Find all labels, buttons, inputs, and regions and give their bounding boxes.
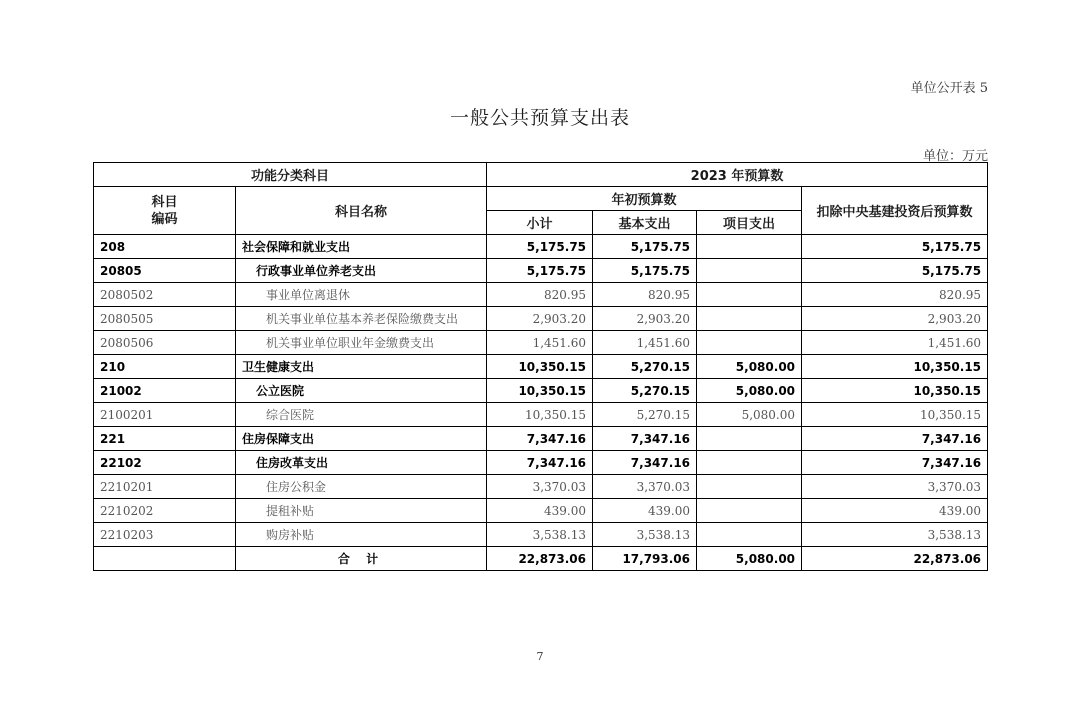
cell-subtotal: 3,538.13 [487,523,593,547]
cell-subtotal: 5,175.75 [487,235,593,259]
cell-subtotal: 5,175.75 [487,259,593,283]
cell-subtotal: 439.00 [487,499,593,523]
budget-table [93,162,988,571]
header-function-classification: 功能分类科目 [94,163,487,187]
cell-basic: 5,270.15 [593,403,697,427]
cell-project [697,475,802,499]
cell-name: 住房保障支出 [236,427,487,451]
table-row [94,331,988,355]
header-name: 科目名称 [236,187,487,235]
cell-name: 公立医院 [236,379,487,403]
cell-subtotal: 1,451.60 [487,331,593,355]
header-subtotal: 小计 [487,211,593,235]
cell-basic: 5,270.15 [593,379,697,403]
cell-name: 住房公积金 [236,475,487,499]
cell-code: 2080502 [94,283,236,307]
cell-after: 7,347.16 [802,427,988,451]
table-row [94,523,988,547]
cell-code: 2100201 [94,403,236,427]
cell-code: 210 [94,355,236,379]
cell-after: 1,451.60 [802,331,988,355]
cell-subtotal: 3,370.03 [487,475,593,499]
cell-project [697,307,802,331]
total-after: 22,873.06 [802,547,988,571]
cell-project: 5,080.00 [697,403,802,427]
cell-basic: 1,451.60 [593,331,697,355]
cell-code: 208 [94,235,236,259]
total-subtotal: 22,873.06 [487,547,593,571]
header-2023-budget: 2023 年预算数 [487,163,988,187]
cell-project [697,331,802,355]
cell-after: 10,350.15 [802,355,988,379]
cell-code: 2210201 [94,475,236,499]
cell-project [697,235,802,259]
cell-project [697,523,802,547]
cell-basic: 5,175.75 [593,259,697,283]
cell-project [697,427,802,451]
cell-name: 住房改革支出 [236,451,487,475]
page-number: 7 [536,650,544,663]
total-basic: 17,793.06 [593,547,697,571]
cell-basic: 3,538.13 [593,523,697,547]
cell-after: 439.00 [802,499,988,523]
cell-after: 3,370.03 [802,475,988,499]
table-row [94,283,988,307]
table-row [94,499,988,523]
cell-name: 社会保障和就业支出 [236,235,487,259]
cell-code: 221 [94,427,236,451]
cell-name: 事业单位离退休 [236,283,487,307]
cell-project: 5,080.00 [697,355,802,379]
cell-project [697,499,802,523]
cell-name: 机关事业单位职业年金缴费支出 [236,331,487,355]
cell-project: 5,080.00 [697,379,802,403]
cell-name: 卫生健康支出 [236,355,487,379]
header-code: 科目 编码 [94,187,236,235]
cell-project [697,259,802,283]
unit-label: 单位：万元 [922,149,988,164]
header-basic: 基本支出 [593,211,697,235]
page-title: 一般公共预算支出表 [449,107,630,129]
cell-basic: 7,347.16 [593,427,697,451]
cell-subtotal: 820.95 [487,283,593,307]
cell-code: 2210202 [94,499,236,523]
total-row [94,547,988,571]
table-row [94,259,988,283]
cell-basic: 2,903.20 [593,307,697,331]
cell-basic: 3,370.03 [593,475,697,499]
cell-project [697,451,802,475]
cell-name: 购房补贴 [236,523,487,547]
cell-basic: 820.95 [593,283,697,307]
table-row [94,427,988,451]
cell-after: 2,903.20 [802,307,988,331]
cell-basic: 5,175.75 [593,235,697,259]
table-row [94,355,988,379]
table-row [94,403,988,427]
header-initial-budget: 年初预算数 [487,187,802,211]
table-row [94,235,988,259]
cell-subtotal: 2,903.20 [487,307,593,331]
cell-subtotal: 7,347.16 [487,427,593,451]
cell-name: 提租补贴 [236,499,487,523]
header-after-deduction: 扣除中央基建投资后预算数 [802,187,988,235]
table-row [94,451,988,475]
table-tag: 单位公开表 5 [910,81,988,96]
cell-code: 2210203 [94,523,236,547]
cell-code: 21002 [94,379,236,403]
total-code [94,547,236,571]
cell-basic: 439.00 [593,499,697,523]
cell-after: 820.95 [802,283,988,307]
cell-subtotal: 10,350.15 [487,355,593,379]
cell-after: 5,175.75 [802,235,988,259]
cell-name: 行政事业单位养老支出 [236,259,487,283]
cell-project [697,283,802,307]
cell-basic: 5,270.15 [593,355,697,379]
cell-code: 20805 [94,259,236,283]
cell-subtotal: 10,350.15 [487,379,593,403]
cell-subtotal: 10,350.15 [487,403,593,427]
table-row [94,307,988,331]
cell-after: 5,175.75 [802,259,988,283]
total-label: 合 计 [236,547,487,571]
cell-after: 3,538.13 [802,523,988,547]
cell-after: 7,347.16 [802,451,988,475]
table-row [94,379,988,403]
cell-code: 2080505 [94,307,236,331]
cell-name: 综合医院 [236,403,487,427]
cell-after: 10,350.15 [802,403,988,427]
cell-after: 10,350.15 [802,379,988,403]
cell-code: 2080506 [94,331,236,355]
total-project: 5,080.00 [697,547,802,571]
table-row [94,475,988,499]
cell-code: 22102 [94,451,236,475]
header-project: 项目支出 [697,211,802,235]
cell-basic: 7,347.16 [593,451,697,475]
cell-subtotal: 7,347.16 [487,451,593,475]
cell-name: 机关事业单位基本养老保险缴费支出 [236,307,487,331]
